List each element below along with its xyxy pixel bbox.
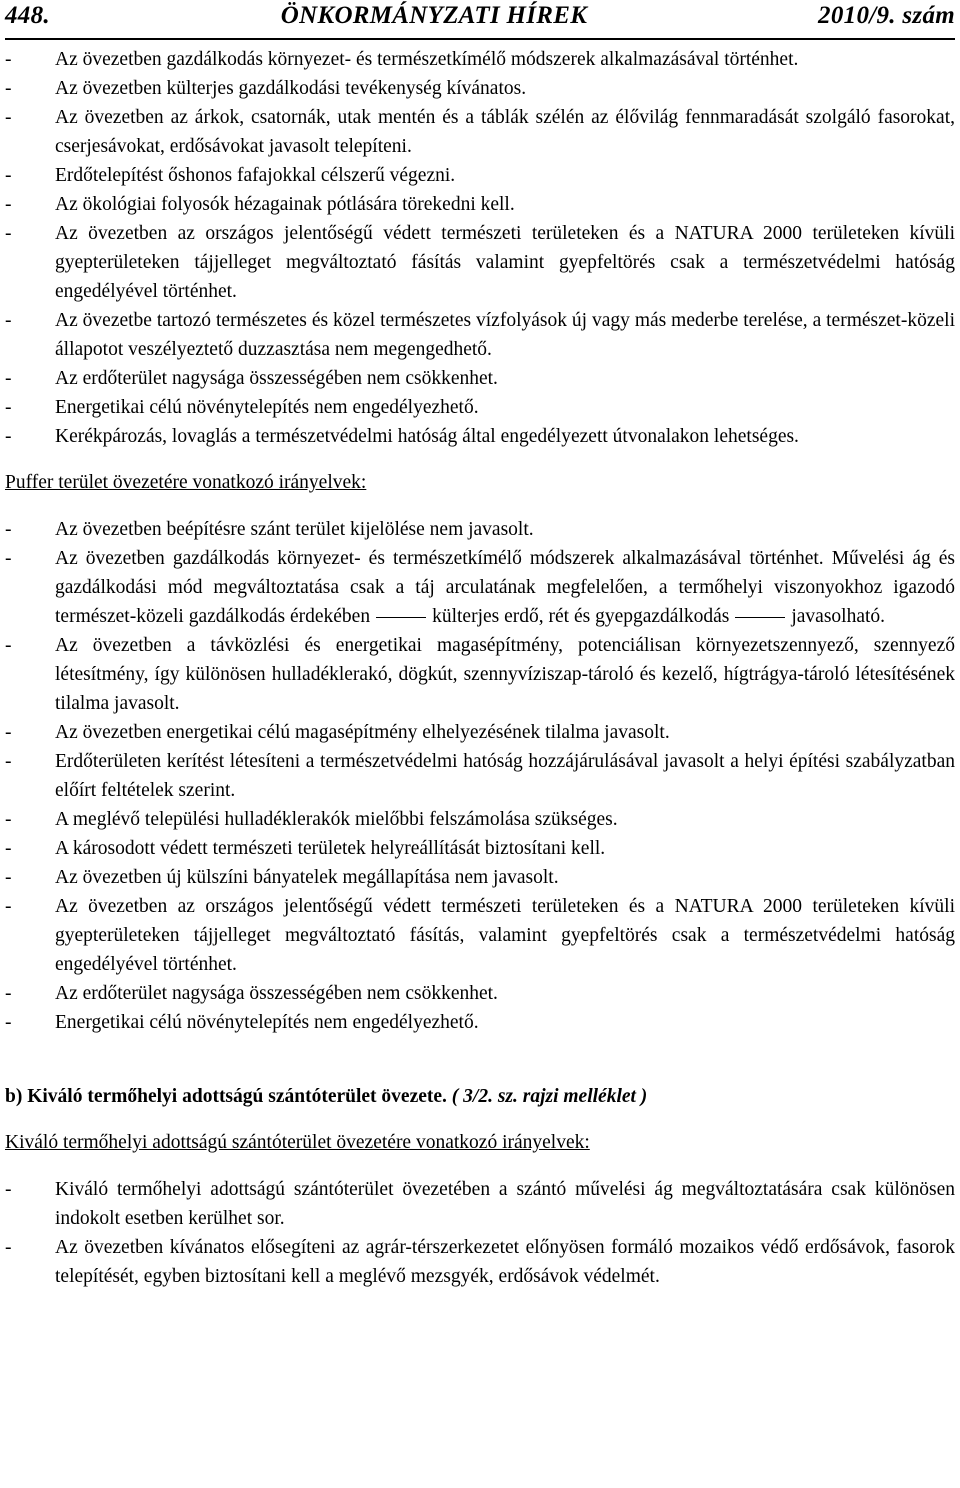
- list-item: - Az övezetben az árkok, csatornák, utak mentén és a táblák szélén az élővilág fennmaradását szolgáló fasorokat, cserjesávokat, erdősávokat javasolt telepíteni.: [5, 107, 955, 157]
- guidelines-list-1: [5, 45, 955, 451]
- list-item: - Erdőterületen kerítést létesíteni a természetvédelmi hatóság hozzájárulásával javasolt a helyi építési szabályzatban előírt feltételek szerint.: [5, 751, 955, 801]
- page-header: [5, 0, 955, 40]
- list-item: - Az övezetben külterjes gazdálkodási tevékenység kívánatos.: [5, 78, 527, 99]
- list-item: - Az övezetben az országos jelentőségű védett természeti területeken és a NATURA 2000 területeken kívüli gyepterületeken tájjelleget megváltoztató fásítás valamint gyepfeltörés csak a természetvédelmi hatóság engedélyével történhet.: [5, 223, 955, 302]
- list-item: - Kiváló termőhelyi adottságú szántóterület övezetében a szántó művelési ág megváltoztatására csak különösen indokolt esetben kerülhet sor.: [5, 1179, 955, 1229]
- list-item: - Az övezetben gazdálkodás környezet- és természetkímélő módszerek alkalmazásával történhet.: [5, 49, 799, 70]
- list-item: - Az övezetben beépítésre szánt terület kijelölése nem javasolt.: [5, 519, 534, 540]
- list-item: - Energetikai célú növénytelepítés nem engedélyezhető.: [5, 1012, 479, 1033]
- list-item: - Az erdőterület nagysága összességében nem csökkenhet.: [5, 368, 498, 389]
- list-item: - Az övezetben új külszíni bányatelek megállapítása nem javasolt.: [5, 867, 559, 888]
- list-item: - Energetikai célú növénytelepítés nem engedélyezhető.: [5, 397, 479, 418]
- puffer-heading: Puffer terület övezetére vonatkozó irányelvek:: [5, 472, 367, 493]
- list-item: - A meglévő települési hulladéklerakók mielőbbi felszámolása szükséges.: [5, 809, 618, 830]
- list-item: - Kerékpározás, lovaglás a természetvédelmi hatóság által engedélyezett útvonalakon lehetséges.: [5, 426, 799, 447]
- publication-title: ÖNKORMÁNYZATI HÍREK: [280, 2, 588, 29]
- list-item: - Az övezetben a távközlési és energetikai magasépítmény, potenciálisan környezetszennyező, szennyező létesítmény, így különösen hulladéklerakó, dögkút, szennyvíziszap-tároló és kezelő, hígtrágya-tároló létesítésének tilalma javasolt.: [5, 635, 955, 714]
- guidelines-list-2: [5, 515, 955, 1037]
- list-item: - Az erdőterület nagysága összességében nem csökkenhet.: [5, 983, 498, 1004]
- section-b-title: b) Kiváló termőhelyi adottságú szántóterület övezete. ( 3/2. sz. rajzi melléklet ): [5, 1086, 648, 1107]
- page-number: 448.: [5, 2, 50, 29]
- list-item: - Erdőtelepítést őshonos fafajokkal célszerű végezni.: [5, 165, 456, 186]
- list-item: - Az övezetben energetikai célú magasépítmény elhelyezésének tilalma javasolt.: [5, 722, 670, 743]
- list-item: - Az ökológiai folyosók hézagainak pótlására törekedni kell.: [5, 194, 515, 215]
- list-item: - Az övezetben az országos jelentőségű védett természeti területeken és a NATURA 2000 területeken kívüli gyepterületeken tájjelleget megváltoztató fásítás, valamint gyepfeltörés csak a természetvédelmi hatóság engedélyével történhet.: [5, 896, 955, 975]
- section-b-reference: ( 3/2. sz. rajzi melléklet ): [451, 1086, 648, 1107]
- list-item: - Az övezetben gazdálkodás környezet- és természetkímélő módszerek alkalmazásával történhet. Művelési ág és gazdálkodási mód megváltoztatása csak a táj arculatának megfelelően, a termőhelyi viszonyokhoz igazodó természet-közeli gazdálkodás érdekében külterjes erdő, rét és gyepgazdálkodás javasolható.: [5, 548, 955, 627]
- em-dash-line: [735, 617, 785, 618]
- em-dash-line: [376, 617, 426, 618]
- list-item: - Az övezetben kívánatos elősegíteni az agrár-térszerkezetet előnyösen formáló mozaikos védő erdősávok, fasorok telepítését, egyben biztosítani kell a meglévő mezsgyék, erdősávok védelmét.: [5, 1237, 955, 1287]
- kivalo-heading: Kiváló termőhelyi adottságú szántóterület övezetére vonatkozó irányelvek:: [5, 1132, 590, 1153]
- issue-number: 2010/9. szám: [818, 2, 955, 29]
- list-item: - A károsodott védett természeti területek helyreállítását biztosítani kell.: [5, 838, 606, 859]
- guidelines-list-3: [5, 1175, 955, 1291]
- list-item: - Az övezetbe tartozó természetes és közel természetes vízfolyások új vagy más mederbe terelése, a természet-közeli állapotot veszélyeztető duzzasztása nem megengedhető.: [5, 310, 955, 360]
